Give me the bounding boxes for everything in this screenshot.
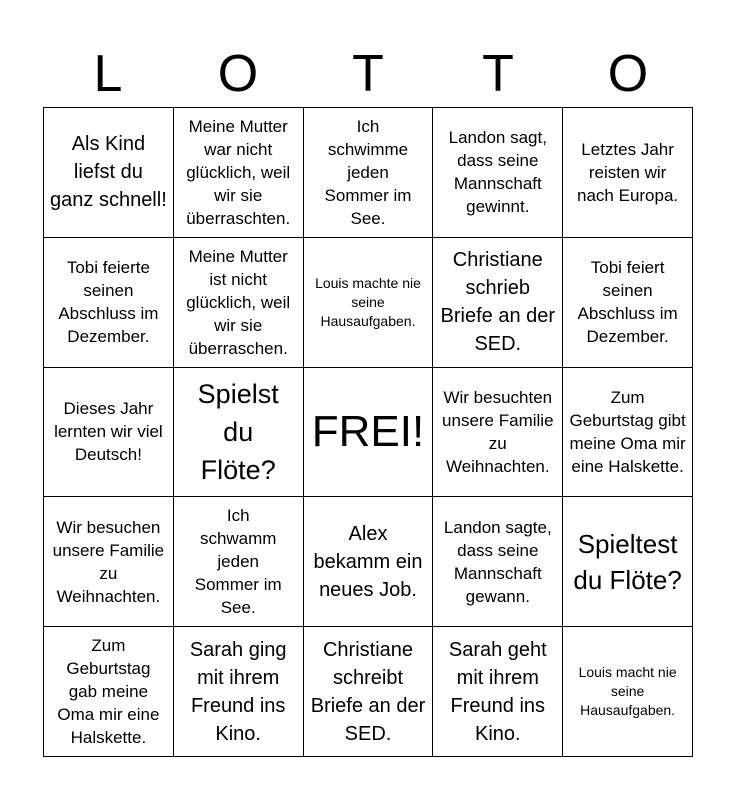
cell-text: Christiane schrieb Briefe an der SED. (440, 249, 556, 356)
cell-text: Zum Geburtstag gab meine Oma mir eine Halskette. (57, 636, 160, 748)
lotto-cell[interactable] (304, 497, 434, 627)
cell-text: Spieltest du Flöte? (573, 528, 682, 595)
lotto-cell[interactable] (563, 108, 693, 238)
cell-text: Letztes Jahr reisten wir nach Europa. (577, 139, 679, 205)
cell-text: Wir besuchen unsere Familie zu Weihnachten. (52, 517, 165, 606)
lotto-cell[interactable] (44, 627, 174, 757)
cell-text: Sarah ging mit ihrem Freund ins Kino. (189, 638, 287, 745)
cell-text: Sarah geht mit ihrem Freund ins Kino. (448, 638, 547, 745)
lotto-cell[interactable] (174, 238, 304, 368)
cell-text: Spielst du Flöte? (197, 378, 279, 485)
cell-text: Louis machte nie seine Hausaufgaben. (315, 274, 421, 329)
lotto-cell[interactable] (563, 238, 693, 368)
cell-text: Dieses Jahr lernten wir viel Deutsch! (54, 399, 163, 465)
lotto-title (43, 42, 693, 106)
cell-text: Zum Geburtstag gibt meine Oma mir eine Halskette. (569, 387, 686, 476)
lotto-cell[interactable] (44, 238, 174, 368)
lotto-cell[interactable] (563, 497, 693, 627)
title-letter: O (217, 45, 259, 103)
lotto-cell[interactable] (174, 627, 304, 757)
cell-text: FREI! (311, 406, 425, 456)
cell-text: Landon sagte, dass seine Mannschaft gewann. (443, 517, 552, 606)
cell-text: Landon sagt, dass seine Mannschaft gewinnt. (448, 128, 547, 217)
lotto-cell[interactable] (304, 108, 434, 238)
cell-text: Ich schwamm jeden Sommer im See. (194, 506, 282, 618)
lotto-cell[interactable] (44, 497, 174, 627)
lotto-cell[interactable] (44, 108, 174, 238)
title-letter: T (352, 45, 384, 103)
title-letter: O (607, 45, 649, 103)
lotto-cell[interactable] (433, 108, 563, 238)
lotto-cell[interactable] (433, 627, 563, 757)
lotto-cell[interactable] (433, 497, 563, 627)
lotto-cell[interactable] (174, 368, 304, 498)
cell-text: Wir besuchten unsere Familie zu Weihnachten. (442, 387, 554, 476)
lotto-grid (43, 107, 693, 757)
lotto-cell[interactable] (433, 238, 563, 368)
cell-text: Christiane schreibt Briefe an der SED. (310, 638, 426, 745)
lotto-cell[interactable] (433, 368, 563, 498)
title-letter: T (482, 45, 514, 103)
lotto-cell[interactable] (174, 108, 304, 238)
lotto-cell[interactable] (563, 627, 693, 757)
cell-text: Ich schwimme jeden Sommer im See. (324, 116, 412, 228)
cell-text: Meine Mutter ist nicht glücklich, weil wir sie überraschen. (186, 246, 291, 358)
lotto-cell[interactable] (304, 238, 434, 368)
lotto-cell[interactable] (304, 627, 434, 757)
cell-text: Meine Mutter war nicht glücklich, weil wir sie überraschten. (186, 116, 291, 228)
title-letter: L (93, 45, 123, 103)
lotto-cell-free[interactable] (304, 368, 434, 498)
cell-text: Tobi feiert seinen Abschluss im Dezember. (577, 258, 678, 347)
lotto-cell[interactable] (44, 368, 174, 498)
lotto-cell[interactable] (563, 368, 693, 498)
cell-text: Louis macht nie seine Hausaufgaben. (578, 664, 677, 719)
lotto-cell[interactable] (174, 497, 304, 627)
cell-text: Als Kind liefst du ganz schnell! (50, 133, 167, 212)
cell-text: Tobi feierte seinen Abschluss im Dezember. (58, 258, 159, 347)
cell-text: Alex bekamm ein neues Job. (313, 522, 423, 601)
